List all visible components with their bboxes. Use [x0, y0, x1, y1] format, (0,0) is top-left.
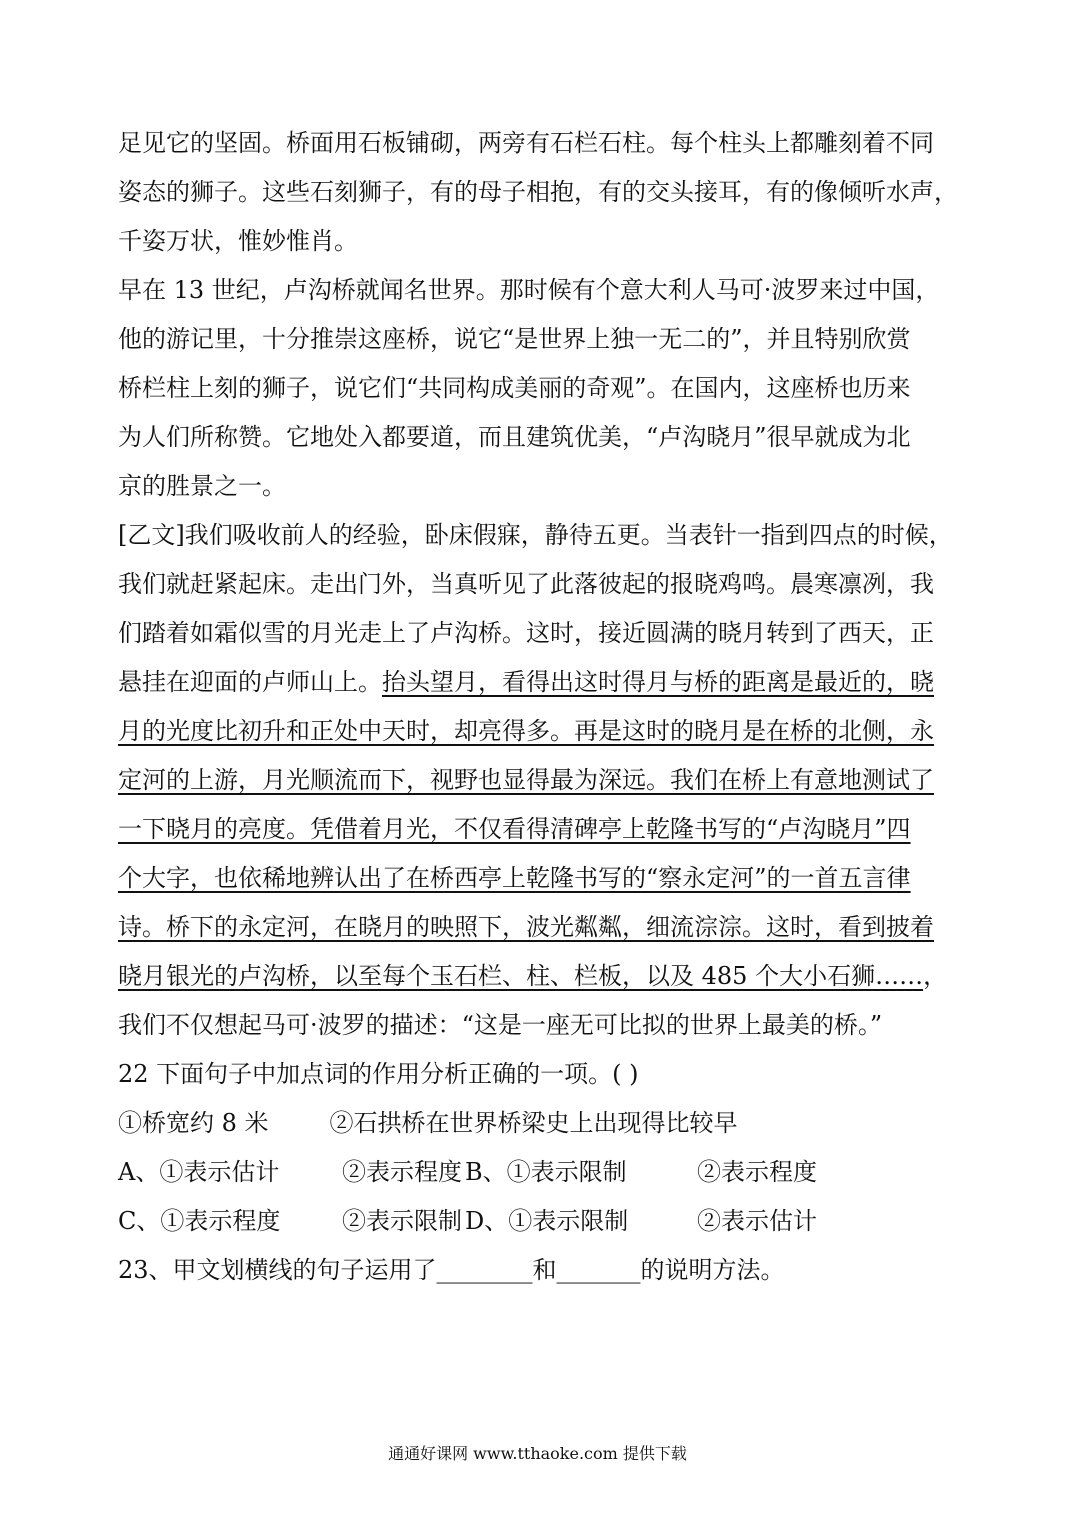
underlined-line: 诗。桥下的永定河，在晓月的映照下，波光粼粼，细流淙淙。这时，看到披着	[118, 913, 934, 941]
paragraph-line: 千姿万状，惟妙惟肖。	[118, 227, 358, 255]
underlined-line: 定河的上游，月光顺流而下，视野也显得最为深远。我们在桥上有意地测试了	[118, 766, 934, 794]
yi-line	[118, 667, 958, 697]
underlined-line: 一下晓月的亮度。凭借着月光，不仅看得清碑亭上乾隆书写的“卢沟晓月”四	[118, 815, 911, 843]
option-c-2: ②表示限制	[342, 1207, 462, 1235]
option-b-2: ②表示程度	[697, 1158, 817, 1186]
paragraph-line: 为人们所称赞。它地处入都要道，而且建筑优美，“卢沟晓月”很早就成为北	[118, 423, 911, 451]
yi-text: ，	[923, 962, 948, 990]
option-c-1: C、①表示程度	[118, 1207, 281, 1235]
paragraph-line: 早在 13 世纪，卢沟桥就闻名世界。那时候有个意大利人马可·波罗来过中国，	[118, 276, 940, 304]
option-a-1: A、①表示估计	[118, 1158, 280, 1186]
paragraph-line: 足见它的坚固。桥面用石板铺砌，两旁有石栏石柱。每个柱头上都雕刻着不同	[118, 129, 934, 157]
option-b-1: B、①表示限制	[465, 1158, 627, 1186]
option-a-2: ②表示程度	[342, 1158, 462, 1186]
underlined-text: 抬头望月，看得出这时得月与桥的距离是最近的，晓	[382, 668, 934, 696]
yi-line: 我们就赶紧起床。走出门外，当真听见了此落彼起的报晓鸡鸣。晨寒凛冽，我	[118, 570, 934, 598]
option-d-1: D、①表示限制	[465, 1207, 629, 1235]
paragraph-line: 京的胜景之一。	[118, 472, 286, 500]
yi-text: 悬挂在迎面的卢师山上。	[118, 668, 382, 696]
footer-watermark: 通通好课网 www.tthaoke.com 提供下载	[388, 1444, 687, 1463]
yi-line: 我们不仅想起马可·波罗的描述：“这是一座无可比拟的世界上最美的桥。”	[118, 1011, 883, 1039]
question-22-stem: 22 下面句子中加点词的作用分析正确的一项。( )	[118, 1060, 639, 1088]
option-d-2: ②表示估计	[697, 1207, 817, 1235]
paragraph-line: 他的游记里，十分推崇这座桥，说它“是世界上独一无二的”，并且特别欣赏	[118, 325, 911, 353]
underlined-line: 个大字，也依稀地辨认出了在桥西亭上乾隆书写的“察永定河”的一首五言律	[118, 864, 911, 892]
question-22-sentences: ①桥宽约 8 米 ②石拱桥在世界桥梁史上出现得比较早	[118, 1109, 738, 1137]
question-23: 23、甲文划横线的句子运用了________和_______的说明方法。	[118, 1256, 785, 1284]
underlined-line: 月的光度比初升和正处中天时，却亮得多。再是这时的晓月是在桥的北侧，永	[118, 717, 934, 745]
paragraph-line: 桥栏柱上刻的狮子，说它们“共同构成美丽的奇观”。在国内，这座桥也历来	[118, 374, 911, 402]
yi-line: [乙文]我们吸收前人的经验，卧床假寐，静待五更。当表针一指到四点的时候，	[118, 521, 953, 549]
yi-line: 们踏着如霜似雪的月光走上了卢沟桥。这时，接近圆满的晓月转到了西天，正	[118, 619, 934, 647]
paragraph-line: 姿态的狮子。这些石刻狮子，有的母子相抱，有的交头接耳，有的像倾听水声，	[118, 178, 958, 206]
yi-line	[118, 961, 958, 991]
underlined-text: 晓月银光的卢沟桥，以至每个玉石栏、柱、栏板，以及 485 个大小石狮……	[118, 962, 924, 990]
